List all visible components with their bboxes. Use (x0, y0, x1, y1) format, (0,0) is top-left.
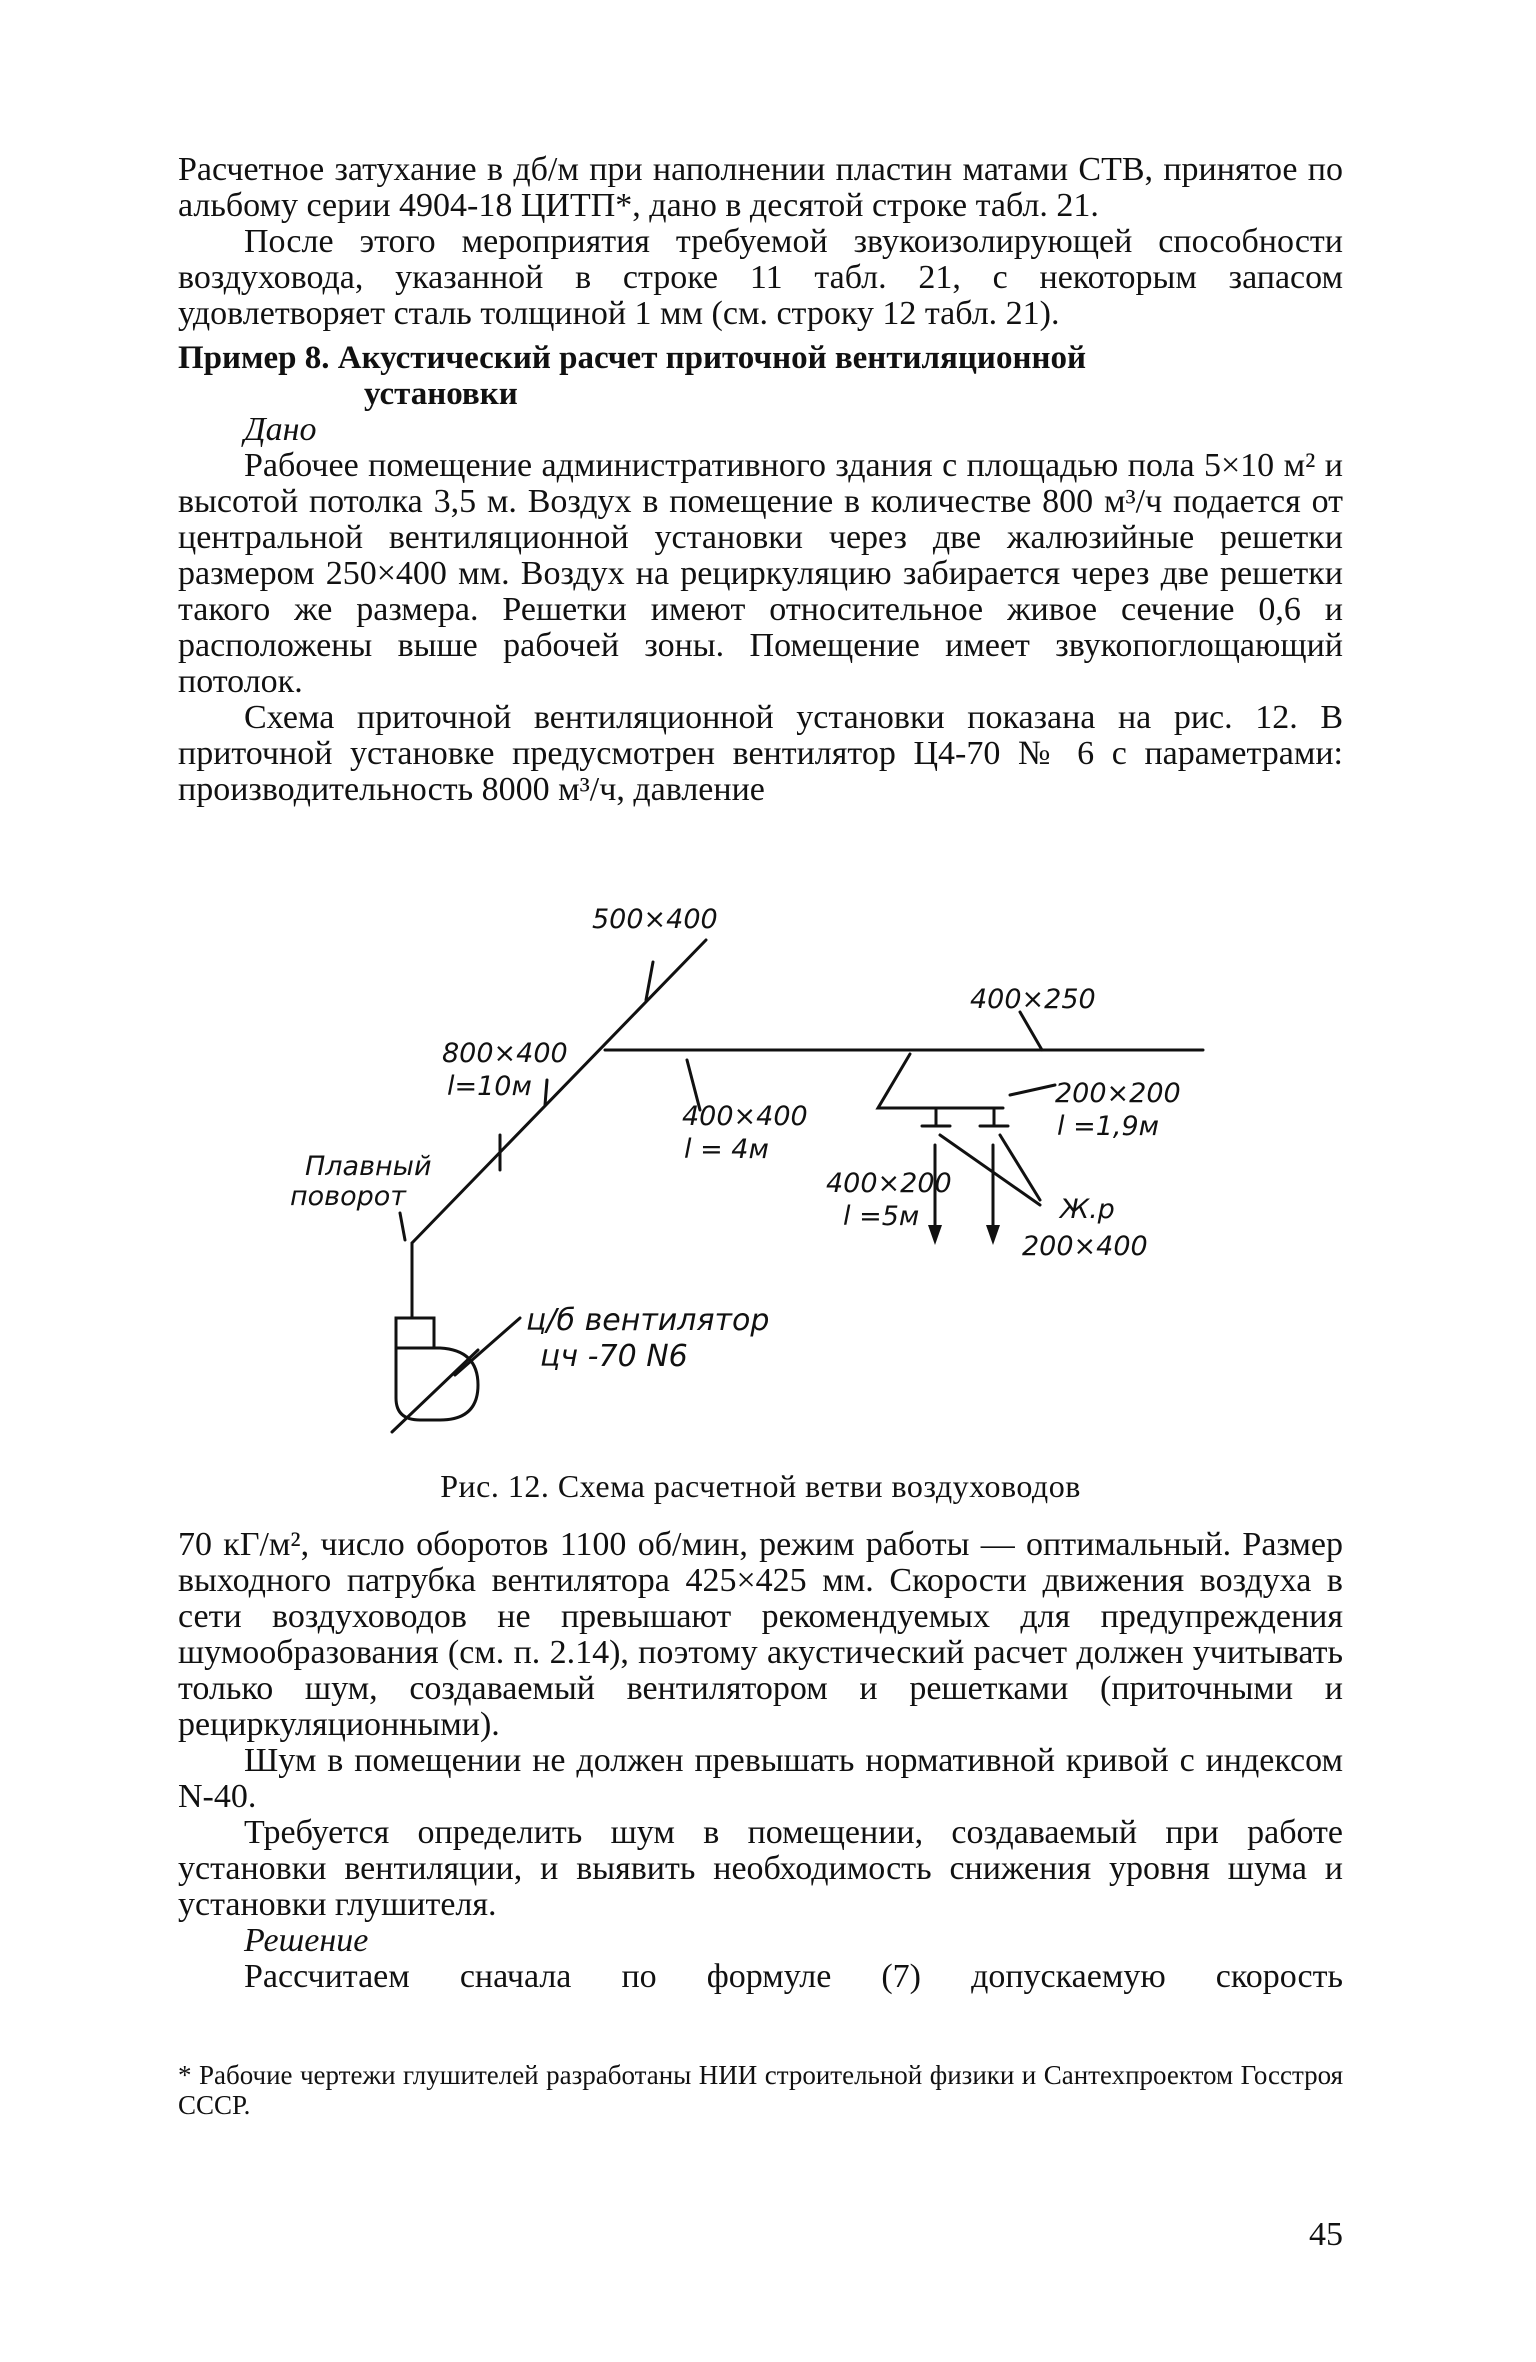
branch-duct (878, 1054, 1003, 1108)
label-l-1-9m: l =1,9м (1057, 1111, 1160, 1142)
example-heading-line2: установки (364, 376, 518, 412)
paragraph-calculation-start: Рассчитаем сначала по формуле (7) допускаемую скорость (244, 1958, 1343, 1995)
page-number: 45 (1309, 2216, 1343, 2253)
label-800x400: 800×400 (442, 1038, 568, 1069)
label-fan-2: цч -70 N6 (540, 1339, 688, 1374)
paragraph-attenuation: Расчетное затухание в дб/м при наполнении пластин матами СТВ, принятое по альбому серии 4904-18 ЦИТП*, дано в десятой строке табл. 21. (178, 151, 1343, 224)
label-400x400: 400×400 (682, 1101, 808, 1132)
label-500x400: 500×400 (592, 904, 718, 935)
paragraph-fan-parameters: 70 кГ/м², число оборотов 1100 об/мин, режим работы — оптимальный. Размер выходного патрубка вентилятора 425×425 мм. Скорости движения воздуха в сети воздуховодов не превышают рекомендуемых для предупреждения шумообразования (см. п. 2.14), поэтому акустический расчет должен учитывать только шум, создаваемый вентилятором и решетками (приточными и рециркуляционными). (178, 1526, 1343, 1743)
fan-housing (396, 1348, 478, 1420)
paragraph-room-description: Рабочее помещение административного здания с площадью пола 5×10 м² и высотой потолка 3,5 м. Воздух в помещение в количестве 800 м³/ч подается от центральной вентиляционной установки через две жалюзийные решетки размером 250×400 мм. Воздух на рециркуляцию забирается через две решетки такого же размера. Решетки имеют относительное живое сечение 0,6 и расположены выше рабочей зоны. Помещение имеет звукопоглощающий потолок. (178, 447, 1343, 700)
label-400x250: 400×250 (970, 984, 1096, 1015)
label-smooth-turn-1: Плавный (305, 1151, 432, 1182)
footnote: * Рабочие чертежи глушителей разработаны НИИ строительной физики и Сантехпроектом Госстроя СССР. (178, 2060, 1343, 2120)
label-smooth-turn-2: поворот (290, 1181, 406, 1212)
example-heading-line1: Пример 8. Акустический расчет приточной вентиляционной (178, 340, 1086, 376)
label-grille-2: 200×400 (1022, 1231, 1148, 1262)
label-400x200: 400×200 (826, 1168, 952, 1199)
label-grille-1: Ж.р (1060, 1194, 1115, 1225)
label-fan-1: ц/б вентилятор (526, 1303, 770, 1338)
fan-leader (455, 1318, 520, 1375)
fan-outlet (396, 1318, 434, 1348)
label-l-4m: l = 4м (684, 1134, 769, 1165)
paragraph-scheme-intro: Схема приточной вентиляционной установки показана на рис. 12. В приточной установке предусмотрен вентилятор Ц4-70 № 6 с параметрами: производительность 8000 м³/ч, давление (178, 699, 1343, 808)
airflow-arrow-2 (986, 1225, 1000, 1245)
given-label: Дано (244, 411, 317, 448)
paragraph-task: Требуется определить шум в помещении, создаваемый при работе установки вентиляции, и выявить необходимость снижения уровня шума и установки глушителя. (178, 1814, 1343, 1923)
label-l-10m: l=10м (447, 1071, 532, 1102)
paragraph-sound-insulation: После этого мероприятия требуемой звукоизолирующей способности воздуховода, указанной в строке 11 табл. 21, с некоторым запасом удовлетворяет сталь толщиной 1 мм (см. строку 12 табл. 21). (178, 223, 1343, 332)
solution-label: Решение (244, 1922, 369, 1959)
text-block-bottom (178, 1527, 1343, 1995)
label-200x200: 200×200 (1055, 1078, 1181, 1109)
airflow-arrow-1 (928, 1225, 942, 1245)
figure-caption: Рис. 12. Схема расчетной ветви воздуховодов (440, 1468, 1081, 1504)
label-l-5m: l =5м (843, 1201, 920, 1232)
paragraph-noise-limit: Шум в помещении не должен превышать нормативной кривой с индексом N-40. (178, 1742, 1343, 1815)
